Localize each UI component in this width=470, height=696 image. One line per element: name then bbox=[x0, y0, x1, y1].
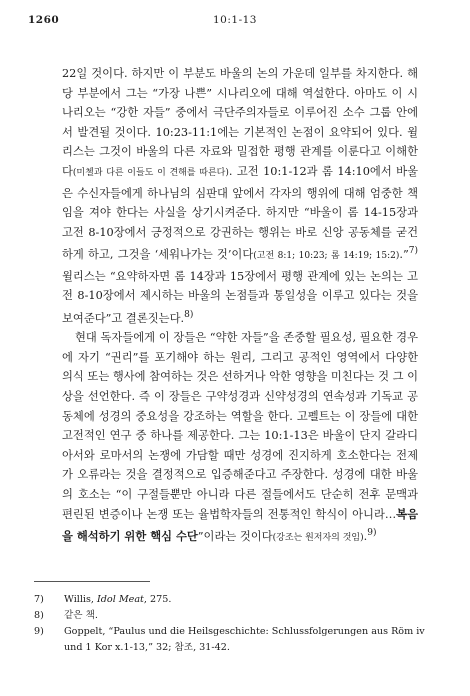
body-text bbox=[62, 64, 418, 549]
p1-text-2: . 고전 10:1-12과 롬 14:10에서 바울은 수신자들에게 하나님의 심판대 앞에서 각자의 행위에 대해 엄중한 책임을 져야 한다는 사실을 상기시켜준다. 하지만 “바울이 롬 14-15장과 고전 8-10장에서 긍정적으로 강권하는 행위는 바로 신앙 공동체를 굳건하게 하고, 그것을 ‘세워나가는 것’이다 bbox=[62, 164, 418, 262]
footnote-text: 같은 책. bbox=[64, 610, 98, 621]
page-number: 1260 bbox=[28, 14, 60, 26]
footnote-text: , 275. bbox=[143, 594, 172, 605]
footnote-ref-9[interactable]: 9) bbox=[367, 528, 377, 539]
p2-text-2: ”이라는 것이다 bbox=[197, 529, 273, 543]
page-header bbox=[28, 14, 442, 34]
footnote-title: Idol Meat bbox=[97, 594, 144, 605]
p1-text-1: 22일 것이다. 하지만 이 부분도 바울의 논의 가운데 일부를 차지한다. 해당 부분에서 그는 “가장 나쁜” 시나리오에 대해 역설한다. 아마도 이 시나리오는 “강한 자들” 중에서 극단주의자들로 이루어진 소수 그룹 안에서 발견될 것이다. 10:23-11:1에는 기본적인 논점이 요약되어 있다. 윌리스는 그것이 바울의 다른 자료와 밀접한 평행 관계를 이룬다고 이해한다 bbox=[62, 67, 418, 178]
footnotes bbox=[34, 592, 436, 656]
paragraph-2 bbox=[62, 328, 418, 548]
p1-text-3: .” bbox=[399, 248, 409, 262]
p1-parenthetical-1: (미첼과 다른 이들도 이 견해를 따른다) bbox=[72, 167, 229, 178]
footnote-number: 7) bbox=[34, 594, 44, 605]
p1-text-4: 윌리스는 “요약하자면 롬 14장과 15장에서 평행 관계에 있는 논의는 고전 8-10장에서 제시하는 바울의 논점들과 통일성을 이루고 있다는 것을 보여준다”고 결론짓는다. bbox=[62, 269, 418, 325]
footnote-9 bbox=[34, 624, 436, 656]
footnote-7 bbox=[34, 592, 436, 608]
footnote-text: Goppelt, “Paulus und die Heilsgeschichte: Schlussfolgerungen aus Röm iv und 1 Kor x.1-13,” 32; 참조, 31-42. bbox=[64, 626, 425, 653]
footnote-ref-8[interactable]: 8) bbox=[184, 309, 194, 320]
paragraph-1 bbox=[62, 64, 418, 328]
footnote-number: 8) bbox=[34, 610, 44, 621]
p2-text-1: 현대 독자들에게 이 장들은 “약한 자들”을 존중할 필요성, 필요한 경우에 자기 “권리”를 포기해야 하는 원리, 그리고 공적인 영역에서 다양한 의식 또는 행사에 참여하는 것은 선하거나 악한 영향을 미친다는 것 그 이상을 선언한다. 즉 이 장들은 구약성경과 신약성경의 연속성과 기독교 공동체에 성경의 중요성을 강조하는 역할을 한다. 고펠트는 이 장들에 대한 고전적인 연구 중 하나를 제공한다. 그는 10:1-13은 바울이 단지 갈라디아서와 로마서의 논쟁에 가담할 때만 성경에 진지하게 호소한다는 전제가 오류라는 것을 결정적으로 입증해준다고 주장한다. 성경에 대한 바울의 호소는 “이 구절들뿐만 아니라 다른 절들에서도 단순히 전후 문맥과 편린된 변증이나 논쟁 또는 율법학자들의 전통적인 학식이 아니라… bbox=[62, 331, 418, 521]
running-head: 10:1-13 bbox=[213, 14, 257, 26]
footnote-number: 9) bbox=[34, 626, 44, 637]
p2-emphasis: 복음을 해석하기 위한 핵심 수단 bbox=[62, 506, 418, 543]
footnote-8 bbox=[34, 608, 436, 624]
footnote-divider bbox=[34, 581, 150, 582]
p2-parenthetical: (강조는 원저자의 것임) bbox=[272, 532, 364, 543]
footnote-author: Willis, bbox=[64, 594, 97, 605]
footnote-ref-7[interactable]: 7) bbox=[408, 246, 418, 257]
p1-parenthetical-2: (고전 8:1; 10:23; 롬 14:19; 15:2) bbox=[253, 251, 400, 262]
p2-text-3: . bbox=[363, 529, 368, 543]
